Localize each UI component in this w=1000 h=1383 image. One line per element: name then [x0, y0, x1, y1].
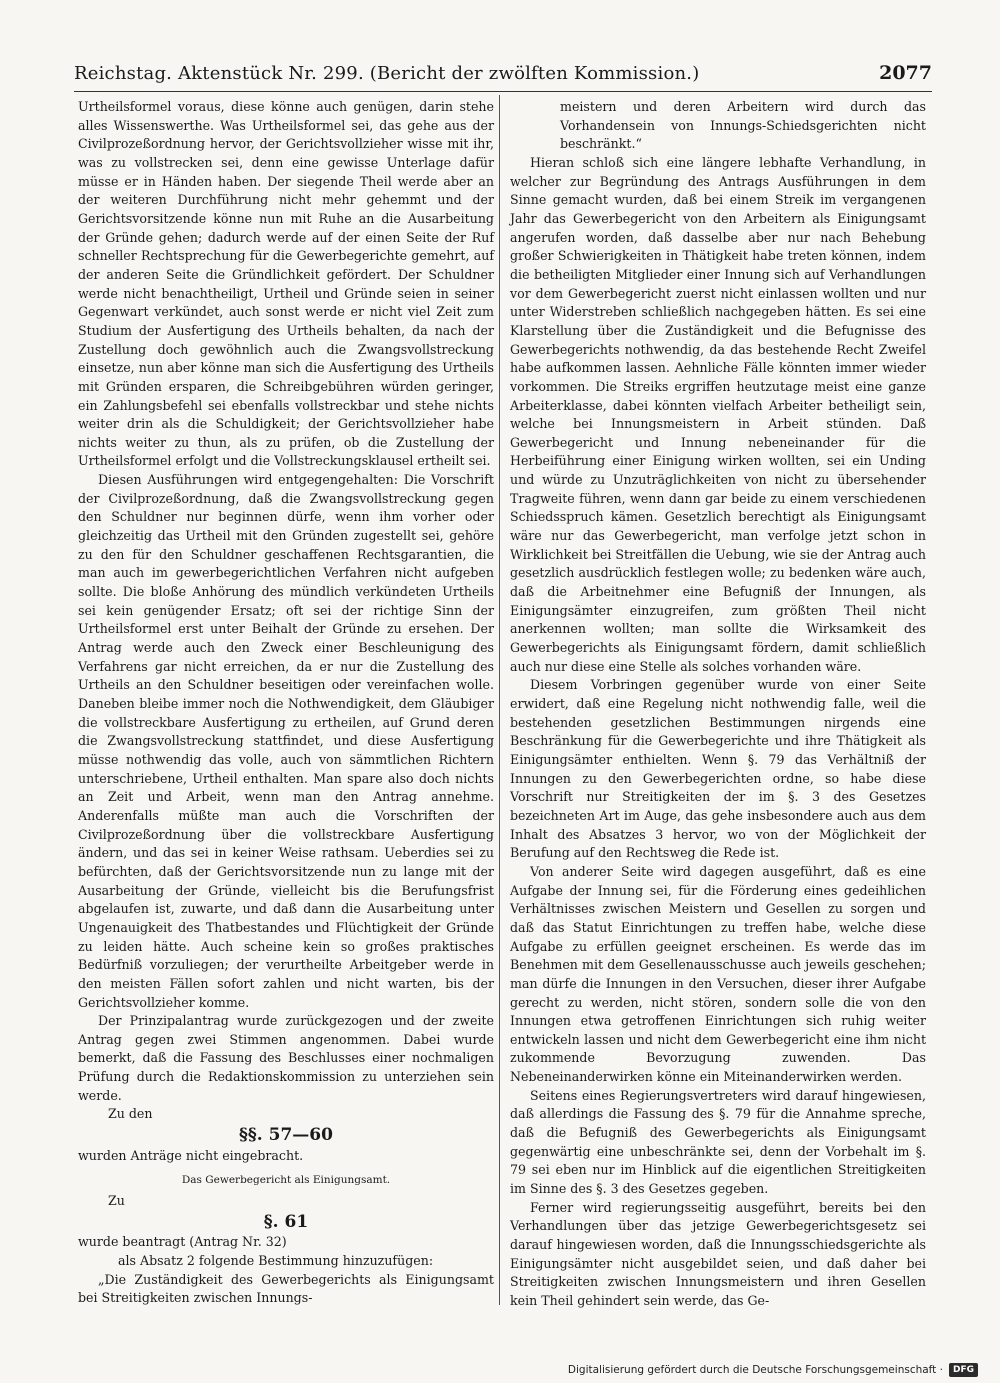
left-column — [78, 98, 494, 1308]
running-title: Reichstag. Aktenstück Nr. 299. (Bericht der zwölften Kommission.) — [74, 62, 700, 84]
paragraph: Diesen Ausführungen wird entgegengehalten: Die Vorschrift der Civilprozeßordnung, daß die Zwangsvollstreckung gegen den Schuldner nur beginnen dürfe, wenn ihm vorher oder gleichzeitig das Urtheil mit den Gründen zugestellt sei, gehöre zu den für den Schuldner geschaffenen Rechtsgarantien, die man auch im gewerbegerichtlichen Verfahren nicht aufgeben sollte. Die bloße Anhörung des mündlich verkündeten Urtheils sei kein genügender Ersatz; oft sei der richtige Sinn der Urtheilsformel erst unter Beihalt der Gründe zu ersehen. Der Antrag werde auch den Zweck einer Beschleunigung des Verfahrens gar nicht erreichen, da er nur die Zustellung des Urtheils an den Schuldner beseitigen oder vereinfachen wolle. Daneben bleibe immer noch die Nothwendigkeit, dem Gläubiger die vollstreckbare Ausfertigung zu ertheilen, auf Grund deren die Zwangsvollstreckung stattfindet, und diese Ausfertigung müsse nothwendig das volle, auch von sämmtlichen Richtern unterschriebene, Urtheil enthalten. Man spare also doch nichts an Zeit und Arbeit, wenn man den Antrag annehme. Anderenfalls müßte man auch die Vorschriften der Civilprozeßordnung über die vollstreckbare Ausfertigung ändern, und das sei in keiner Weise rathsam. Ueberdies sei zu befürchten, daß der Gerichtsvorsitzende nun zu lange mit der Ausarbeitung der Gründe, vielleicht bis die Berufungsfrist abgelaufen ist, zuwarte, und daß dann die Ausarbeitung unter Ungenauigkeit des Thatbestandes und Flüchtigkeit der Gründe zu leiden hätte. Auch scheine kein so großes praktisches Bedürfniß vorzuliegen; der verurtheilte Arbeitgeber werde in den meisten Fällen sofort zahlen und nicht warten, bis der Gerichtsvollzieher komme. — [78, 472, 494, 1010]
paragraph: Der Prinzipalantrag wurde zurückgezogen und der zweite Antrag gegen zwei Stimmen angenommen. Dabei wurde bemerkt, daß die Fassung des Beschlusses einer nochmaligen Prüfung durch die Redaktionskommission zu unterziehen sein werde. — [78, 1013, 494, 1103]
paragraph: Von anderer Seite wird dagegen ausgeführt, daß es eine Aufgabe der Innung sei, für die Förderung eines gedeihlichen Verhältnisses zwischen Meistern und Gesellen zu sorgen und daß das Statut Einrichtungen zu treffen habe, welche diese Aufgabe zu erfüllen geeignet erscheinen. Es werde das im Benehmen mit dem Gesellenausschusse auch jeweils geschehen; man dürfe die Innungen in den Versuchen, dieser ihrer Aufgabe gerecht zu werden, nicht stören, sondern solle die von den Innungen etwa getroffenen Einrichtungen sich ruhig weiter entwickeln lassen und nicht dem Gewerbegericht eine ihm nicht zukommende Bevorzugung zuwenden. Das Nebeneinanderwirken könne ein Miteinanderwirken werden. — [510, 863, 926, 1085]
paragraph: Seitens eines Regierungsvertreters wird darauf hingewiesen, daß allerdings die Fassung des §. 79 für die Annahme spreche, daß die Befugniß des Gewerbegerichts als Einigungsamt gegenwärtig eine unbeschränkte sei, denn der Vorbehalt im §. 79 sei eben nur im Hinblick auf die eigentlichen Streitigkeiten im Sinne des §. 3 des Gesetzes gegeben. — [510, 1087, 926, 1197]
footer-text: Digitalisierung gefördert durch die Deutsche Forschungsgemeinschaft · — [567, 1364, 943, 1376]
paragraph: wurden Anträge nicht eingebracht. — [78, 1147, 304, 1163]
zu-label: Zu — [108, 1193, 125, 1209]
header-rule — [74, 91, 932, 92]
column-divider — [499, 95, 500, 1305]
paragraph: Diesem Vorbringen gegenüber wurde von einer Seite erwidert, daß eine Regelung nicht nothwendig falle, weil die bestehenden gesetzlichen Bestimmungen nirgends eine Beschränkung für die Gewerbegerichte und ihre Thätigkeit als Einigungsämter enthielten. Wenn §. 79 das Verhältniß der Innungen zu den Gewerbegerichten ordne, so habe diese Vorschrift nur Streitigkeiten der im §. 3 des Gesetzes bezeichneten Art im Auge, das gehe insbesondere auch aus dem Inhalt des Absatzes 3 hervor, wo von der Möglichkeit der Berufung auf den Rechtsweg die Rede ist. — [510, 677, 926, 861]
paragraph: als Absatz 2 folgende Bestimmung hinzuzufügen: — [118, 1253, 434, 1269]
paragraph: Ferner wird regierungsseitig ausgeführt, bereits bei den Verhandlungen über das jetzige Gewerbegerichtsgesetz sei darauf hingewiesen worden, daß die Innungsschiedsgerichte als Einigungsämter nicht ausgebildet seien, und daß daher bei Streitigkeiten zwischen Innungsmeistern und ihren Gesellen kein Theil gehindert sein werde, das Ge- — [510, 1199, 926, 1308]
section-heading: §§. 57—60 — [239, 1125, 333, 1146]
quote-continuation: meistern und deren Arbeitern wird durch das Vorhandensein von Innungs-Schiedsgerichten nicht beschränkt.“ — [560, 99, 926, 152]
section-heading: §. 61 — [263, 1211, 309, 1232]
paragraph: Hieran schloß sich eine längere lebhafte Verhandlung, in welcher zur Begründung des Antrags Ausführungen in dem Sinne gemacht wurden, daß bei einem Streik im vergangenen Jahr das Gewerbegericht von den Arbeitern als Einigungsamt angerufen worden, daß dasselbe aber nur nach Behebung großer Schwierigkeiten in Thätigkeit habe treten können, indem die betheiligten Mitglieder einer Innung sich auf Verhandlungen vor dem Gewerbegericht zuerst nicht einlassen wollten und nur unter Widerstreben schließlich nachgegeben hätten. Es sei eine Klarstellung über die Zuständigkeit und die Befugnisse des Gewerbegerichts nothwendig, da das bestehende Recht Zweifel habe aufkommen lassen. Aehnliche Fälle könnten immer wieder vorkommen. Die Streiks ergriffen heutzutage meist eine ganze Arbeiterklasse, dabei könnten vielfach Arbeiter betheiligt sein, welche bei Innungsmeistern in Arbeit stünden. Daß Gewerbegericht und Innung nebeneinander für die Herbeiführung einer Einigung wirken wollten, sei ein Unding und würde zu Unzuträglichkeiten von nicht zu übersehender Tragweite führen, wenn dann gar beide zu einem verschiedenen Schiedsspruch kämen. Gesetzlich berechtigt als Einigungsamt wäre nur das Gewerbegericht, man verfolge jetzt schon in Wirklichkeit bei Streitfällen die Uebung, wie sie der Antrag auch gesetzlich ausdrücklich festlegen wolle; zu bedenken wäre auch, daß die Arbeitnehmer eine Befugniß der Innungen, als Einigungsämter einzugreifen, zum größten Theil nicht anerkennen wollten; man sollte die Wirksamkeit des Gewerbegerichts als Einigungsamt fördern, damit schließlich auch nur diese eine Stelle als solches vorhanden wäre. — [510, 154, 926, 674]
paragraph: wurde beantragt (Antrag Nr. 32) — [78, 1234, 287, 1250]
quote-paragraph: „Die Zuständigkeit des Gewerbegerichts als Einigungsamt bei Streitigkeiten zwischen Innungs- — [78, 1271, 494, 1306]
dfg-logo-icon: DFG — [949, 1363, 978, 1377]
page-header — [74, 56, 932, 90]
subheading: Das Gewerbegericht als Einigungsamt. — [181, 1174, 391, 1187]
paragraph: Urtheilsformel voraus, diese könne auch genügen, darin stehe alles Wissenswerthe. Was Urtheilsformel sei, das gehe aus der Civilprozeßordnung hervor, der Gerichtsvollzieher wisse mit ihr, was zu vollstrecken sei, denn eine gewisse Unterlage dafür müsse er in Händen haben. Der siegende Theil werde aber an der weiteren Durchführung nicht mehr gehemmt und der Gerichtsvorsitzende könne nun mit Ruhe an die Ausarbeitung der Gründe gehen; dadurch werde auf der einen Seite der Ruf schneller Rechtsprechung für die Gewerbegerichte gemehrt, auf der anderen Seite die Gründlichkeit gefördert. Der Schuldner werde nicht benachtheiligt, Urtheil und Gründe seien in seiner Gegenwart verkündet, auch sonst werde er nicht viel Zeit zum Studium der Ausfertigung des Urtheils behalten, da nach der Zustellung doch gewöhnlich auch die Zwangsvollstreckung einsetze, nun aber könne man sich die Ausfertigung des Urtheils mit Gründen ersparen, die Schreibgebühren würden geringer, ein Zahlungsbefehl sei ebenfalls vollstreckbar und stehe nichts weiter drin als die Schuldigkeit; der Gerichtsvollzieher habe nichts weiter zu thun, als zu prüfen, ob die Zustellung der Urtheilsformel erfolgt und die Vollstreckungsklausel ertheilt sei. — [78, 99, 494, 469]
page-number: 2077 — [879, 62, 932, 84]
zu-label: Zu den — [108, 1106, 153, 1122]
right-column — [510, 98, 926, 1311]
digitization-footer — [568, 1363, 978, 1377]
